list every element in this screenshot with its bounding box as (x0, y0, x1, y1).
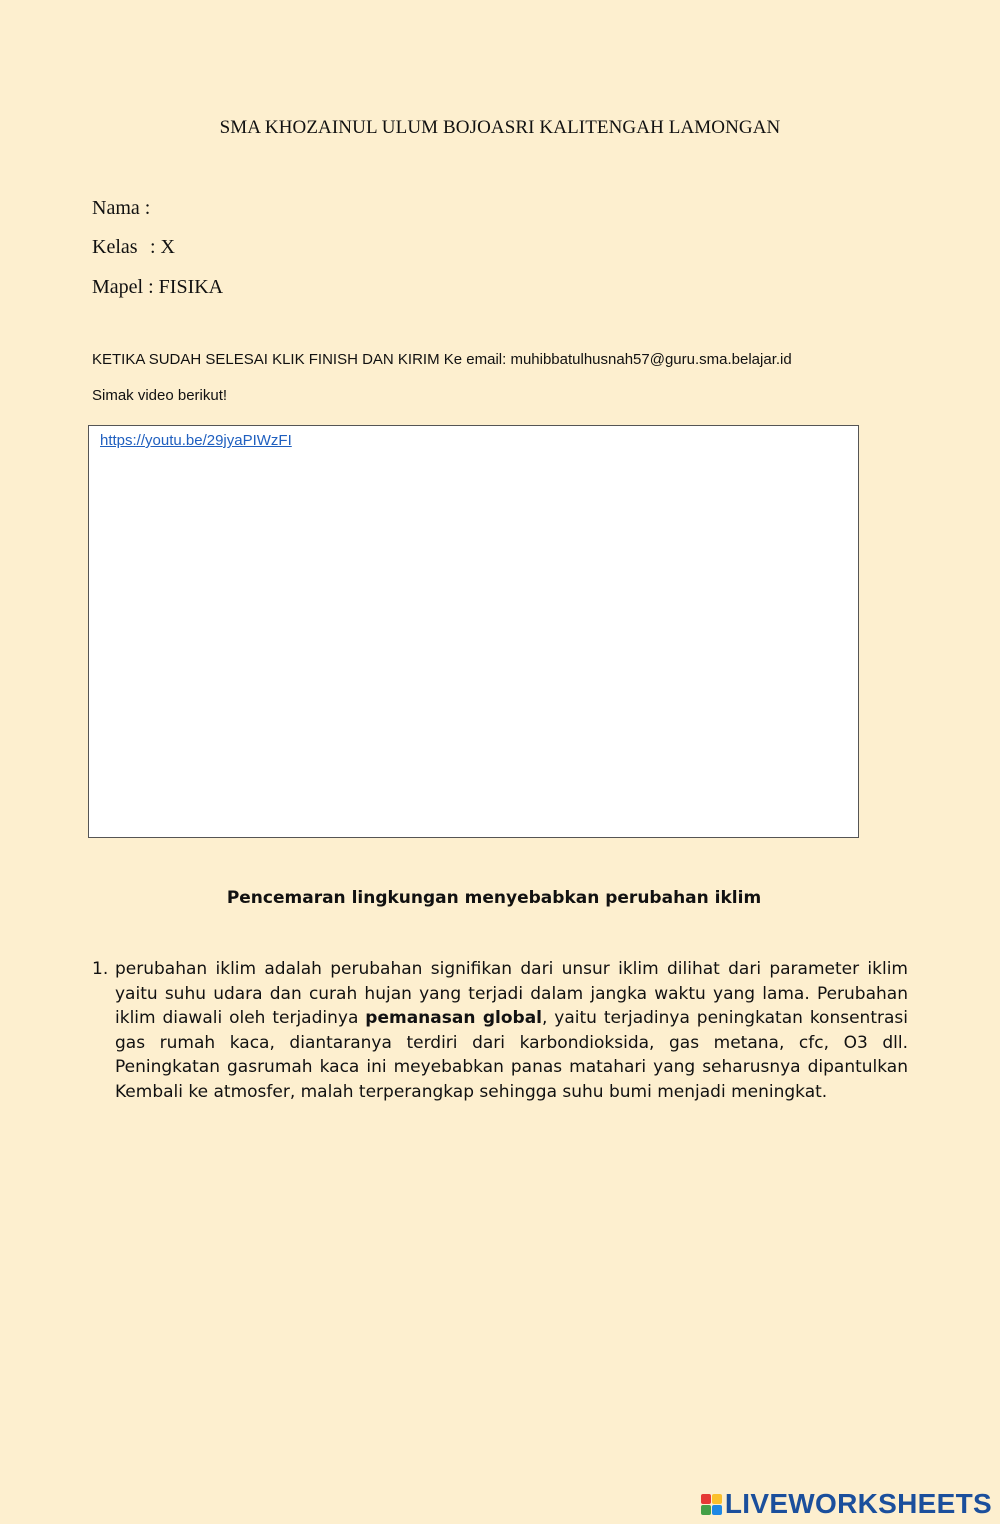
mapel-label: Mapel : (92, 276, 154, 298)
question-text-part1: perubahan iklim adalah perubahan signifikan dari unsur iklim dilihat dari parameter iklim yaitu suhu udara dan curah hujan yang terjadi dalam jangka waktu yang lama. Perubahan iklim diawali oleh terjadinya (115, 959, 908, 1028)
logo-square-3 (701, 1505, 711, 1515)
liveworksheets-logo-icon (701, 1494, 722, 1515)
kelas-value: : X (150, 236, 175, 258)
video-embed[interactable] (88, 425, 859, 838)
watch-prompt: Simak video berikut! (92, 387, 228, 404)
school-title: SMA KHOZAINUL ULUM BOJOASRI KALITENGAH LAMONGAN (219, 117, 781, 138)
question-text (115, 957, 908, 1104)
mapel-value: FISIKA (158, 276, 224, 298)
logo-square-2 (712, 1494, 722, 1504)
logo-square-4 (712, 1505, 722, 1515)
logo-square-1 (701, 1494, 711, 1504)
kelas-field (92, 236, 175, 259)
question-number: 1. (92, 959, 109, 979)
video-link[interactable]: https://youtu.be/29jyaPIWzFI (100, 432, 292, 449)
mapel-field (92, 276, 223, 299)
section-heading: Pencemaran lingkungan menyebabkan perubahan iklim (226, 888, 762, 908)
nama-label: Nama : (92, 197, 151, 219)
question-list (92, 957, 908, 1104)
question-item (92, 957, 908, 1104)
question-text-part2: , yaitu terjadinya peningkatan konsentrasi gas rumah kaca, diantaranya terdiri dari karbondioksida, gas metana, cfc, O3 dll. Peningkatan gasrumah kaca ini meyebabkan panas matahari yang seharusnya dipantulkan Kembali ke atmosfer, malah terperangkap sehingga suhu bumi menjadi meningkat. (115, 1008, 908, 1102)
question-bold-term: pemanasan global (365, 1008, 542, 1028)
submit-instruction: KETIKA SUDAH SELESAI KLIK FINISH DAN KIRIM Ke email: muhibbatulhusnah57@guru.sma.belajar.id (92, 351, 792, 368)
kelas-label: Kelas (92, 236, 138, 258)
liveworksheets-brand (701, 1488, 992, 1520)
nama-field[interactable] (92, 197, 150, 220)
brand-name: LIVEWORKSHEETS (724, 1488, 992, 1519)
